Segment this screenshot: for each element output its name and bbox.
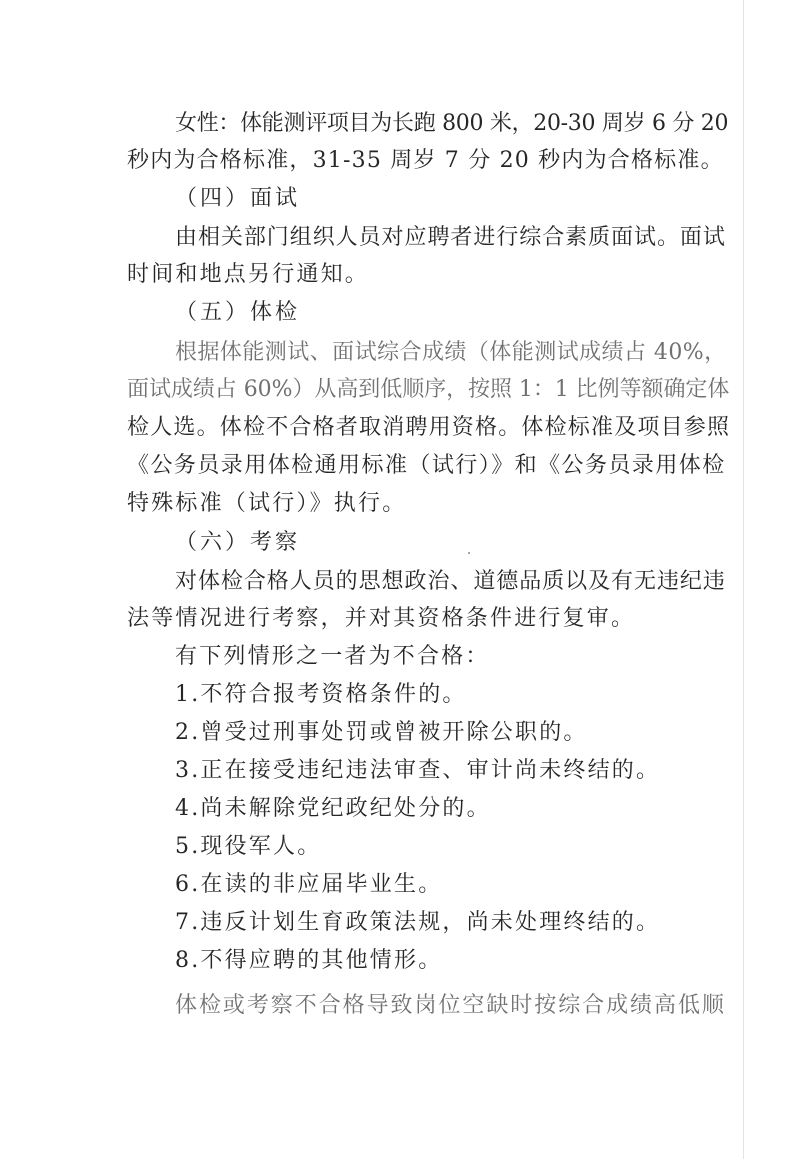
paragraph-line: 时间和地点另行通知。 — [127, 262, 370, 287]
list-item: 4.尚未解除党纪政纪处分的。 — [175, 796, 491, 821]
section-heading: （六）考察 — [175, 530, 301, 555]
paragraph-line: 检人选。体检不合格者取消聘用资格。体检标准及项目参照 — [127, 415, 731, 440]
list-item: 2.曾受过刑事处罚或曾被开除公职的。 — [175, 720, 588, 745]
paragraph-line: 对体检合格人员的思想政治、道德品质以及有无违纪违 — [175, 569, 726, 594]
list-item: 5.现役军人。 — [175, 834, 322, 859]
list-item: 3.正在接受违纪违法审查、审计尚未终结的。 — [175, 758, 661, 783]
section-heading: （五）体检 — [175, 300, 301, 325]
scan-edge-line — [743, 0, 744, 1159]
paragraph-line: 特殊标准（试行）》执行。 — [127, 491, 407, 516]
list-item: 6.在读的非应届毕业生。 — [175, 872, 443, 897]
paragraph-line: 法等情况进行考察，并对其资格条件进行复审。 — [127, 606, 636, 631]
scan-speck — [468, 552, 470, 554]
paragraph-line: 体检或考察不合格导致岗位空缺时按综合成绩高低顺 — [175, 993, 726, 1018]
list-item: 8.不得应聘的其他情形。 — [175, 948, 443, 973]
list-item: 1.不符合报考资格条件的。 — [175, 682, 467, 707]
paragraph-line: 面试成绩占 60%）从高到低顺序，按照 1：1 比例等额确定体 — [127, 377, 730, 402]
paragraph-line: 根据体能测试、面试综合成绩（体能测试成绩占 40%， — [175, 340, 727, 365]
paragraph-line: 秒内为合格标准，31-35 周岁 7 分 20 秒内为合格标准。 — [127, 148, 724, 173]
paragraph-line: 由相关部门组织人员对应聘者进行综合素质面试。面试 — [175, 225, 726, 250]
paragraph-line: 《公务员录用体检通用标准（试行）》和《公务员录用体检 — [127, 453, 726, 478]
list-item: 7.违反计划生育政策法规，尚未处理终结的。 — [175, 910, 661, 935]
section-heading: （四）面试 — [175, 186, 301, 211]
paragraph-line: 有下列情形之一者为不合格： — [175, 644, 490, 669]
paragraph-line: 女性：体能测评项目为长跑 800 米，20-30 周岁 6 分 20 — [175, 111, 729, 136]
